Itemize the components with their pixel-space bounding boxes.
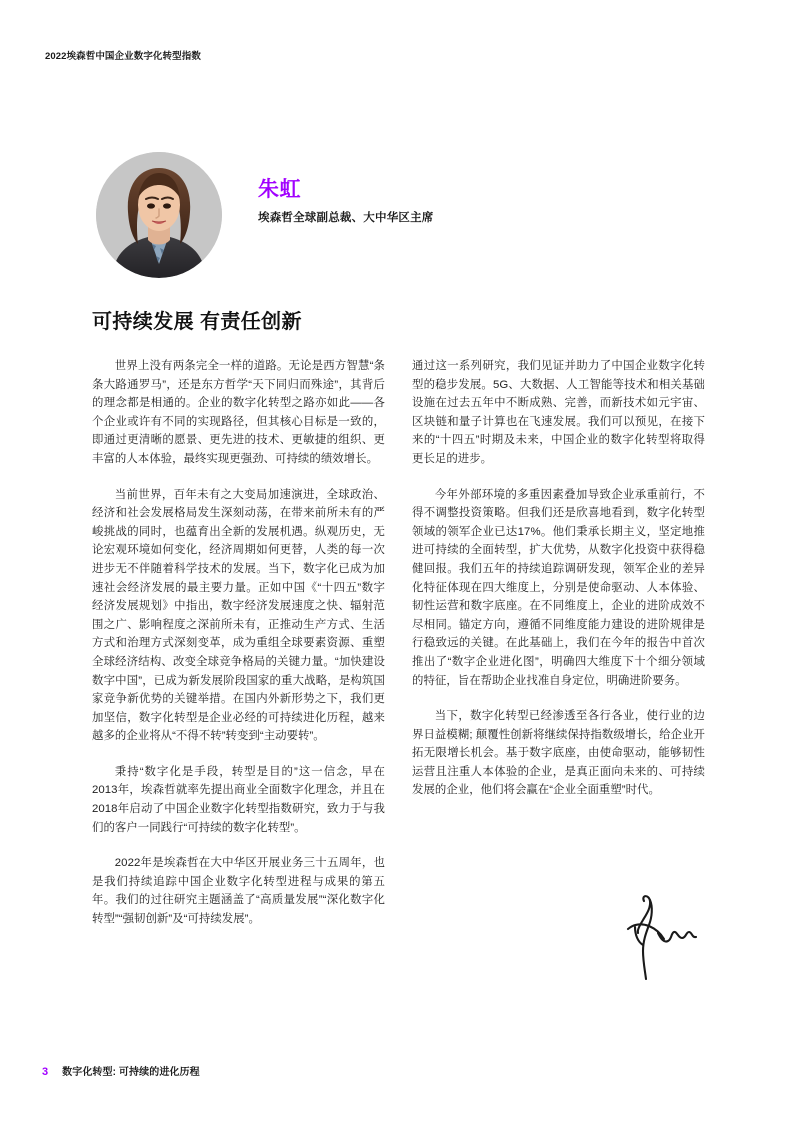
paragraph: 通过这一系列研究，我们见证并助力了中国企业数字化转型的稳步发展。5G、大数据、人工智能等技术和相关基础设施在过去五年中不断成熟、完善，而新技术如元宇宙、区块链和量子计算也在飞速发展。我们可以预见，在接下来的“十四五”时期及未来，中国企业的数字化转型将取得更长足的进步。: [412, 360, 705, 465]
byline: [258, 178, 698, 226]
footer-title: 数字化转型: 可持续的进化历程: [62, 1067, 200, 1078]
running-header: 2022埃森哲中国企业数字化转型指数: [45, 51, 201, 62]
page-title: 可持续发展 有责任创新: [92, 311, 302, 333]
author-block: [96, 152, 716, 282]
paragraph: 当前世界，百年未有之大变局加速演进，全球政治、经济和社会发展格局发生深刻动荡，在带来前所未有的严峻挑战的同时，也蕴育出全新的发展机遇。纵观历史，无论宏观环境如何变化，经济周期如何更替，人类的每一次进步无不伴随着科学技术的发展。当下，数字化已成为加速社会经济发展的最主要力量。正如中国《“十四五”数字经济发展规划》中指出，数字经济发展速度之快、辐射范围之广、影响程度之深前所未有，正推动生产方式、生活方式和治理方式深刻变革，成为重组全球要素资源、重塑全球经济结构、改变全球竞争格局的关键力量。“加快建设数字中国”，已成为新发展阶段国家的重大战略，是构筑国家竞争新优势的关键举措。在国内外新形势之下，我们更加坚信，数字化转型是企业必经的可持续进化历程，越来越多的企业将从“不得不转”转变到“主动要转”。: [92, 488, 385, 743]
portrait-photo-icon: [96, 152, 222, 278]
handwritten-signature-icon: [608, 893, 718, 983]
page-number: 3: [42, 1066, 49, 1078]
paragraph: 秉持“数字化是手段，转型是目的”这一信念，早在2013年，埃森哲就率先提出商业全面数字化理念，并且在2018年启动了中国企业数字化转型指数研究，致力于与我们的客户一同践行“可持续的数字化转型”。: [92, 765, 385, 834]
author-title: 埃森哲全球副总裁、大中华区主席: [258, 212, 434, 225]
paragraph: 2022年是埃森哲在大中华区开展业务三十五周年，也是我们持续追踪中国企业数字化转型进程与成果的第五年。我们的过往研究主题涵盖了“高质量发展”“深化数字化转型”“强韧创新”及“可持续发展”。: [92, 857, 385, 926]
author-name: 朱虹: [258, 178, 301, 201]
body-column-right: [412, 357, 705, 817]
paragraph: 世界上没有两条完全一样的道路。无论是西方智慧“条条大路通罗马”，还是东方哲学“天下同归而殊途”，其背后的理念都是相通的。企业的数字化转型之路亦如此——各个企业或许有不同的实现路径，但其核心目标是一致的，即通过更清晰的愿景、更先进的技术、更敏捷的组织、更丰富的人本体验，最终实现更强劲、可持续的绩效增长。: [92, 360, 385, 465]
body-column-left: [92, 357, 385, 946]
footer: [42, 1063, 200, 1078]
paragraph: 今年外部环境的多重因素叠加导致企业承重前行，不得不调整投资策略。但我们还是欣喜地看到，数字化转型领域的领军企业已达17%。他们秉承长期主义，坚定地推进可持续的全面转型，扩大优势，从数字化投资中获得稳健回报。我们五年的持续追踪调研发现，领军企业的差异化特征体现在四大维度上，分别是使命驱动、人本体验、韧性运营和数字底座。在不同维度上，企业的进阶成效不尽相同。锚定方向，遵循不同维度能力建设的进阶规律是行稳致远的关键。在此基础上，我们在今年的报告中首次推出了“数字企业进化图”，明确四大维度下十个细分领域的特征，旨在帮助企业找准自身定位，明确进阶要务。: [412, 488, 705, 687]
paragraph: 当下，数字化转型已经渗透至各行各业，使行业的边界日益模糊; 颠覆性创新将继续保持指数级增长，给企业开拓无限增长机会。基于数字底座，由使命驱动，能够韧性运营且注重人本体验的企业，是真正面向未来的、可持续发展的企业，他们将会赢在“企业全面重塑”时代。: [412, 710, 705, 797]
avatar: [96, 152, 222, 278]
signature: [608, 893, 718, 983]
